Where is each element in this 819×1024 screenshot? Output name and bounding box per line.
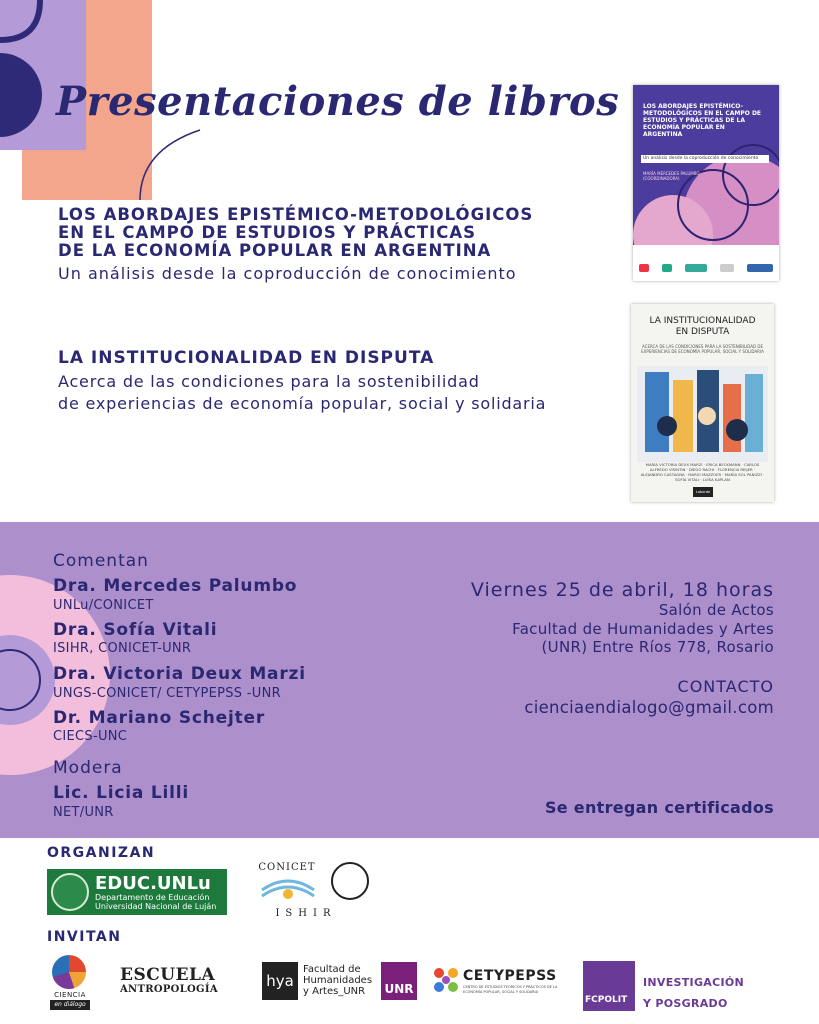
unlu-seal-icon [51, 873, 89, 911]
book2-subtitle: Acerca de las condiciones para la sostenibilidad de experiencias de economía popular, social y solidaria [58, 372, 547, 413]
speaker-affiliation: CIECS-UNC [53, 729, 128, 744]
organizan-label: ORGANIZAN [47, 845, 156, 861]
cetypepss-dots-icon [432, 966, 460, 994]
fcpolit-logo [583, 961, 635, 1011]
escuela-antropologia-logo [120, 967, 218, 1024]
speaker-affiliation: UNGS-CONICET/ CETYPEPSS -UNR [53, 686, 281, 701]
cetypepss-subtext: CENTRO DE ESTUDIOS TEÓRICOS Y PRÁCTICOS DE LA ECONOMÍA POPULAR, SOCIAL Y SOLIDARIA [463, 985, 558, 994]
escuela-text: ESCUELA [120, 965, 216, 985]
moderator-affiliation: NET/UNR [53, 805, 114, 820]
book1-cover [633, 85, 779, 281]
certificates-note: Se entregan certificados [544, 798, 774, 817]
conicet-sun-icon [260, 876, 316, 904]
hya-text: Facultad de Humanidades y Artes_UNR [303, 964, 373, 997]
cover1-band: Un análisis desde la coproducción de conocimiento [641, 155, 769, 163]
cover1-title: LOS ABORDAJES EPISTÉMICO-METODOLÓGICOS EN EL CAMPO DE ESTUDIOS Y PRÁCTICAS DE LA ECONOMÍA POPULAR EN ARGENTINA [643, 103, 762, 138]
speaker-name: Dr. Mariano Schejter [53, 708, 266, 728]
contact-email[interactable]: cienciaendialogo@gmail.com [524, 698, 774, 717]
book2-cover [631, 304, 774, 502]
cetypepss-logo [432, 966, 572, 1024]
contact-label: CONTACTO [677, 677, 774, 696]
educ-logo-line: Departamento de Educación [95, 892, 210, 902]
cetypepss-text: CETYPEPSS [463, 968, 557, 984]
speaker-name: Dra. Victoria Deux Marzi [53, 664, 306, 684]
cover2-subtitle: ACERCA DE LAS CONDICIONES PARA LA SOSTENIBILIDAD DE EXPERIENCIAS DE ECONOMÍA POPULAR, SOCIAL Y SOLIDARIA [641, 344, 764, 354]
educ-unlu-logo [47, 869, 227, 915]
cover2-title: LA INSTITUCIONALIDAD EN DISPUTA [649, 316, 756, 337]
antropologia-text: ANTROPOLOGÍA [120, 984, 218, 995]
unr-box: UNR [381, 962, 417, 1000]
educ-logo-line: Universidad Nacional de Luján [95, 901, 217, 911]
ciencia-globe-icon [52, 955, 86, 989]
book2-title: LA INSTITUCIONALIDAD EN DISPUTA [58, 348, 435, 368]
educ-logo-title: EDUC.UNLu [95, 872, 211, 894]
page-title: Presentaciones de libros [56, 78, 620, 125]
ciencia-tag: en diálogo [50, 1000, 90, 1010]
hya-unr-logo [262, 962, 417, 1000]
hya-box: hya [262, 962, 298, 1000]
unr-seal-icon [331, 862, 369, 900]
cover2-authors: MARÍA VICTORIA DEUX MARZI · ERICA BECKMANN · CARLOS ALFREDO VISINTIN · DIEGO RACHI · FLORENCIA REIJER · ALEJANDRO CASTAGNA · MARIO MAZZOER · MARÍA SOL PANIZZI · SOFÍA VITALI · LUISA KAPLAN [640, 462, 765, 482]
fcpolit-text: FCPOLIT [585, 995, 628, 1005]
book1-title: LOS ABORDAJES EPISTÉMICO-METODOLÓGICOS EN EL CAMPO DE ESTUDIOS Y PRÁCTICAS DE LA ECONOMÍA POPULAR EN ARGENTINA [58, 205, 534, 260]
cover2-illustration [637, 366, 768, 462]
comentan-label: Comentan [53, 551, 149, 571]
book1-subtitle: Un análisis desde la coproducción de conocimiento [58, 264, 517, 283]
event-date: Viernes 25 de abril, 18 horas [470, 579, 774, 601]
speaker-affiliation: ISIHR, CONICET-UNR [53, 641, 192, 656]
event-place: Salón de Actos Facultad de Humanidades y Artes (UNR) Entre Ríos 778, Rosario [512, 601, 774, 656]
modera-label: Modera [53, 758, 123, 778]
cover2-publisher: Laborde Editor [693, 487, 713, 497]
conicet-text: CONICET [258, 862, 316, 873]
moderator-name: Lic. Licia Lilli [53, 783, 190, 803]
conicet-ishir-logo [246, 862, 337, 922]
posgrado-text: INVESTIGACIÓN Y POSGRADO [643, 976, 745, 1010]
speaker-name: Dra. Mercedes Palumbo [53, 576, 298, 596]
speaker-affiliation: UNLu/CONICET [53, 598, 154, 613]
ishir-text: ISHIR [275, 908, 337, 919]
cover1-author: MARÍA MERCEDES PALUMBO (COORDINADORA) [643, 171, 700, 181]
cover1-logos [639, 261, 773, 275]
ciencia-en-dialogo-logo [44, 955, 96, 1015]
invitan-label: INVITAN [47, 929, 122, 945]
ciencia-text: CIENCIA [54, 991, 86, 999]
speaker-name: Dra. Sofía Vitali [53, 620, 218, 640]
